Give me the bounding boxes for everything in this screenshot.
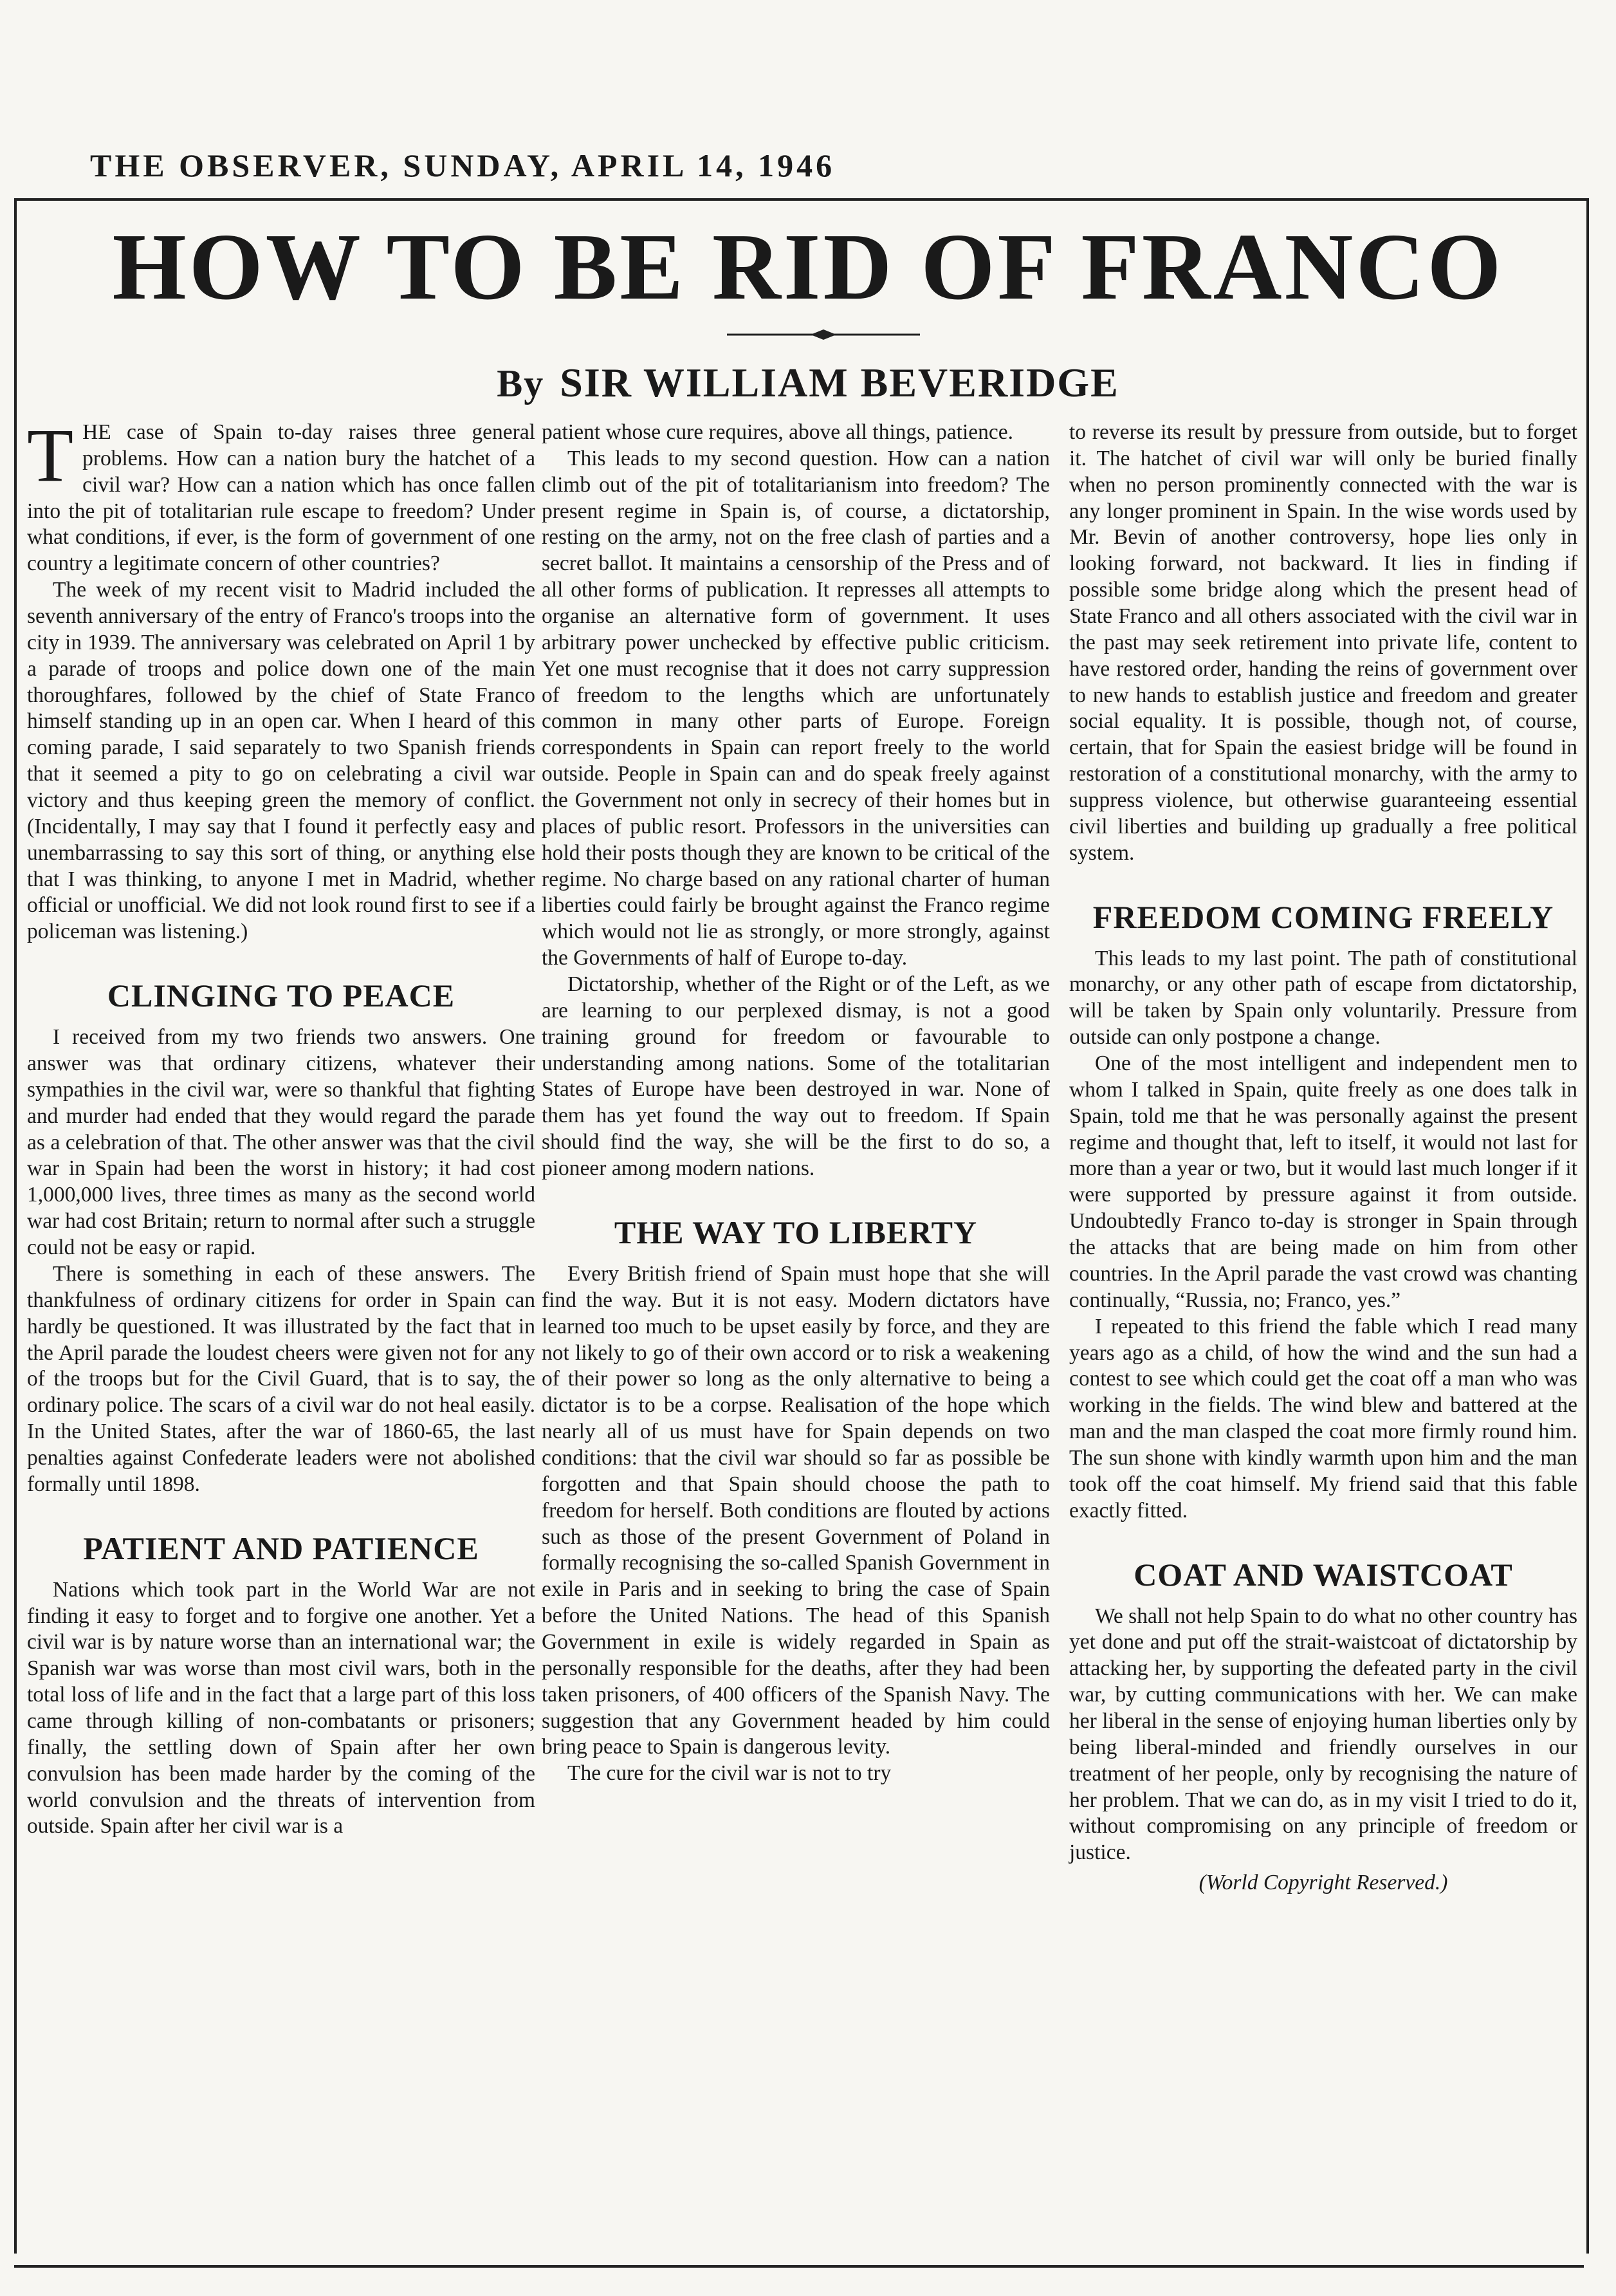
subheading: FREEDOM COMING FREELY (1092, 898, 1554, 935)
paragraph: Every British friend of Spain must hope that she will find the way. But it is not easy. Modern dictators have learned too much to be upset easily by force, and they are not likely to go of their own accord or to risk a weakening of their power so long as the only alternative to being a dictator is to be a corpse. Realisation of the hope which nearly all of us must have for Spain depends on two conditions: that the civil war should so far as possible be forgotten and that Spain should choose the path to freedom for herself. Both conditions are flouted by actions such as those of the present Government of Poland in formally recognising the so-called Spanish Government in exile in Paris and in seeking to bring the case of Spain before the United Nations. The head of this Spanish Government in exile is widely regarded in Spain as personally responsible for the deaths, after they had been taken prisoners, of 400 officers of the Spanish Navy. The suggestion that any Government headed by him could bring peace to Spain is dangerous levity. (542, 1261, 1050, 1759)
paragraph-text: HE case of Spain to-day raises three general problems. How can a nation bury the hatchet of a civil war? How can a nation which has once fallen into the pit of totalitarian rule escape to freedom? Under what conditions, if ever, is the form of government of one country a legitimate concern of other countries? (27, 420, 535, 576)
masthead: THE OBSERVER, SUNDAY, APRIL 14, 1946 (90, 147, 836, 183)
paragraph: There is something in each of these answers. The thankfulness of ordinary citizens for order in Spain can hardly be questioned. It was illustrated by the fact that in the April parade the loudest cheers were given not for any of the troops but for the Civil Guard, that is to say, the ordinary police. The scars of a civil war do not heal easily. In the United States, after the war of 1860-65, the last penalties against Confederate leaders were not abolished formally until 1898. (27, 1261, 535, 1496)
headline: HOW TO BE RID OF FRANCO (112, 214, 1504, 320)
drop-cap: T (27, 413, 74, 497)
paragraph: One of the most intelligent and independent men to whom I talked in Spain, quite freely as one does talk in Spain, told me that he was personally against the present regime and thought that, left to itself, it would not last for more than a year or two, but it would last much longer if it were supported by pressure against it from outside. Undoubtedly Franco to-day is stronger in Spain through the attacks that are being made on him from other countries. In the April parade the vast crowd was chanting continually, “Russia, no; Franco, yes.” (1069, 1051, 1577, 1312)
paragraph: This leads to my last point. The path of constitutional monarchy, or any other path of escape from dictatorship, will be taken by Spain only voluntarily. Pressure from outside can only postpone a change. (1069, 946, 1577, 1050)
paragraph: We shall not help Spain to do what no other country has yet done and put off the strait-waistcoat of dictatorship by attacking her, by supporting the defeated party in the civil war, by cutting communications with her. We can make her liberal in the sense of enjoying human liberties only by being liberal-minded and friendly ourselves in our treatment of her people, only by recognising the nature of her problem. That we can do, as in my visit I tried to do it, without compromising on any principle of freedom or justice. (1069, 1604, 1577, 1865)
paragraph: This leads to my second question. How can a nation climb out of the pit of totalitarianism into freedom? The present regime in Spain is, of course, a dictatorship, resting on the army, not on the free clash of parties and a secret ballot. It maintains a censorship of the Press and of all other forms of publication. It represses all attempts to organise an alternative form of government. It uses arbitrary power unchecked by effective public criticism. Yet one must recognise that it does not carry suppression of freedom to the lengths which are unfortunately common in many other parts of Europe. Foreign correspondents in Spain can report freely to the world outside. People in Spain can and do speak freely against the Government not only in secrecy of their homes but in places of public resort. Professors in the universities can hold their posts though they are known to be critical of the regime. No charge based on any rational charter of human liberties could fairly be brought against the Franco regime which would not lie as strongly, or more strongly, against the Governments of half of Europe to-day. (542, 446, 1050, 970)
paragraph: The cure for the civil war is not to try (567, 1761, 892, 1786)
subheading: COAT AND WAISTCOAT (1134, 1556, 1513, 1593)
paragraph: patient whose cure requires, above all things, patience. (542, 420, 1014, 444)
paragraph: I repeated to this friend the fable which I read many years ago as a child, of how the wind and the sun had a contest to see which could get the coat off a man who was working in the fields. The wind blew and battered at the man and the man clasped the coat more firmly round him. The sun shone with kindly warmth upon him and the man took off the coat himself. My friend said that this fable exactly fitted. (1069, 1314, 1577, 1523)
byline-author: SIR WILLIAM BEVERIDGE (560, 360, 1119, 405)
byline (0, 359, 1616, 407)
bottom-rule (14, 2265, 1584, 2268)
subheading: CLINGING TO PEACE (107, 977, 455, 1014)
subheading: THE WAY TO LIBERTY (614, 1214, 978, 1250)
paragraph: Dictatorship, whether of the Right or of the Left, as we are learning to our perplexed dismay, is not a good training ground for freedom or favourable to understanding among nations. Some of the totalitarian States of Europe have been destroyed in war. None of them has yet found the way out to freedom. If Spain should find the way, she will be the first to do so, a pioneer among modern nations. (542, 972, 1050, 1181)
ornament-divider (727, 328, 920, 341)
paragraph: Nations which took part in the World War are not finding it easy to forget and to forgive one another. Yet a civil war is by nature worse than an international war; the Spanish war was worse than most civil wars, both in the total loss of life and in the fact that a large part of this loss came through killing of non-combatants or prisoners; finally, the settling down of Spain after her own convulsion has been made harder by the coming of the world convulsion and the threats of intervention from outside. Spain after her civil war is a (27, 1577, 535, 1838)
subheading: PATIENT AND PATIENCE (83, 1530, 479, 1566)
copyright-credit: (World Copyright Reserved.) (1198, 1871, 1448, 1895)
paragraph: to reverse its result by pressure from outside, but to forget it. The hatchet of civil war will only be buried finally when no person prominently connected with the war is any longer prominent in Spain. In the wise words used by Mr. Bevin of another controversy, hope lies only in looking forward, not backward. It lies in finding if possible some bridge along which the present head of State Franco and all others associated with the civil war in the past may seek retirement into private life, content to have restored order, handing the reins of government over to new hands to establish justice and freedom and greater social equality. It is possible, though not, of course, certain, that for Spain the easiest bridge will be found in restoration of a constitutional monarchy, with the army to suppress violence, but otherwise guaranteeing essential civil liberties and building up gradually a free political system. (1069, 420, 1577, 865)
byline-by: By (497, 362, 545, 405)
paragraph: I received from my two friends two answers. One answer was that ordinary citizens, whatever their sympathies in the civil war, were so thankful that fighting and murder had ended that they would regard the parade as a celebration of that. The other answer was that the civil war in Spain had been the worst in history; it had cost 1,000,000 lives, three times as many as the second world war had cost Britain; return to normal after such a struggle could not be easy or rapid. (27, 1025, 535, 1260)
column-1 (27, 413, 535, 1840)
paragraph: The week of my recent visit to Madrid included the seventh anniversary of the entry of Franco's troops into the city in 1939. The anniversary was celebrated on April 1 by a parade of troops and police down one of the main thoroughfares, followed by the chief of State Franco himself standing up in an open car. When I heard of this coming parade, I said separately to two Spanish friends that it seemed a pity to go on celebrating a civil war victory and thus keeping green the memory of conflict. (Incidentally, I may say that I found it perfectly easy and unembarrassing to say this sort of thing, or anything else that I was thinking, to anyone I met in Madrid, whether official or unofficial. We did not look round first to see if a policeman was listening.) (27, 578, 535, 944)
column-3 (1069, 420, 1577, 1896)
column-2 (542, 420, 1050, 1787)
paragraph (27, 413, 535, 577)
